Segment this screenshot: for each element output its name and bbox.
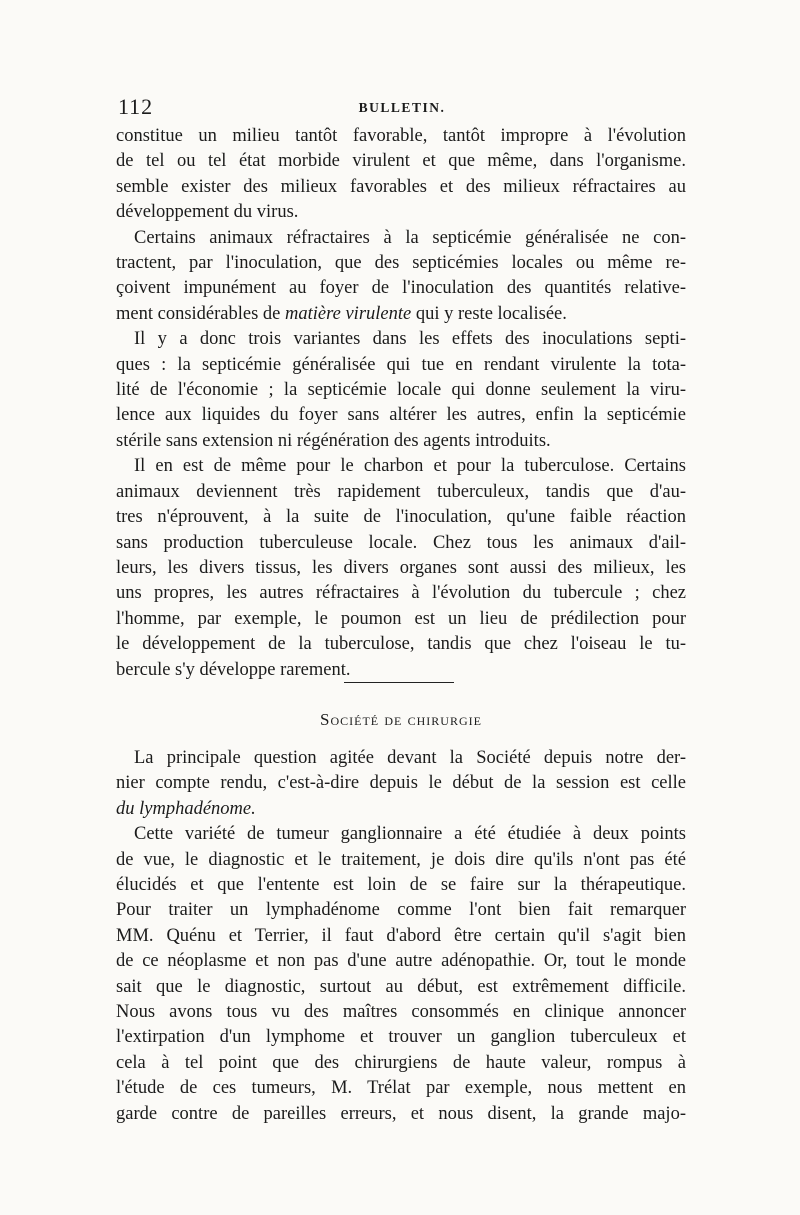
text-line: de ce néoplasme et non pas d'une autre adénopathie. Or, tout le monde: [116, 951, 686, 972]
text-line: Pour traiter un lymphadénome comme l'ont bien fait remarquer: [116, 900, 686, 921]
text-line: sans production tuberculeuse locale. Chez tous les animaux d'ail-: [116, 532, 686, 553]
paragraph: [116, 124, 686, 226]
section-divider: [344, 682, 454, 683]
text-line: leurs, les divers tissus, les divers organes sont aussi des milieux, les: [116, 557, 686, 578]
italic-term: matière virulente: [285, 303, 412, 324]
paragraph: [116, 327, 686, 454]
text-line: de tel ou tel état morbide virulent et que même, dans l'organisme.: [116, 151, 686, 172]
text-line: animaux deviennent très rapidement tuberculeux, tandis que d'au-: [116, 481, 686, 502]
text-line: semble exister des milieux favorables et des milieux réfractaires au: [116, 176, 686, 197]
article-body-bottom: [116, 746, 686, 1127]
paragraph: [116, 226, 686, 328]
text-line: ques : la septicémie généralisée qui tue en rendant virulente la tota-: [116, 354, 686, 375]
text-line: Certains animaux réfractaires à la septicémie généralisée ne con-: [134, 227, 686, 248]
paragraph: [116, 746, 686, 822]
text-line: cela à tel point que des chirurgiens de haute valeur, rompus à: [116, 1052, 686, 1073]
text-line: constitue un milieu tantôt favorable, tantôt impropre à l'évolution: [116, 126, 686, 146]
running-title: BULLETIN.: [358, 100, 446, 115]
paragraph: [116, 454, 686, 683]
text-line: uns propres, les autres réfractaires à l'évolution du tubercule ; chez: [116, 583, 686, 604]
text-line: [116, 797, 686, 822]
text-line: tractent, par l'inoculation, que des septicémies locales ou même re-: [116, 253, 686, 274]
text-line: stérile sans extension ni régénération des agents introduits.: [116, 430, 551, 451]
text-line: de vue, le diagnostic et le traitement, je dois dire qu'ils n'ont pas été: [116, 849, 686, 870]
text-line: lence aux liquides du foyer sans altérer les autres, enfin la septicémie: [116, 405, 686, 426]
text-line: Cette variété de tumeur ganglionnaire a été étudiée à deux points: [134, 824, 686, 845]
article-body-top: [116, 124, 686, 683]
text-line: Nous avons tous vu des maîtres consommés en clinique annoncer: [116, 1002, 686, 1023]
text-line: çoivent impunément au foyer de l'inoculation des quantités relative-: [116, 278, 686, 299]
section-title: Société de chirurgie: [320, 710, 482, 729]
text-line: [116, 302, 686, 327]
text-line: Il y a donc trois variantes dans les effets des inoculations septi-: [134, 329, 686, 350]
text-line: élucidés et que l'entente est loin de se faire sur la thérapeutique.: [116, 875, 686, 896]
text-line: garde contre de pareilles erreurs, et nous disent, la grande majo-: [116, 1103, 686, 1124]
text-line: lité de l'économie ; la septicémie locale qui donne seulement la viru-: [116, 380, 686, 401]
text-line: développement du virus.: [116, 202, 299, 223]
text-line: sait que le diagnostic, surtout au début, est extrêmement difficile.: [116, 976, 686, 997]
text-line: le développement de la tuberculose, tandis que chez l'oiseau le tu-: [116, 634, 686, 655]
text-line: MM. Quénu et Terrier, il faut d'abord être certain qu'il s'agit bien: [116, 925, 686, 946]
text-line: l'extirpation d'un lymphome et trouver un ganglion tuberculeux et: [116, 1027, 686, 1048]
text-line: nier compte rendu, c'est-à-dire depuis le début de la session est celle: [116, 773, 686, 794]
text-line: bercule s'y développe rarement.: [116, 659, 351, 680]
text-line: l'homme, par exemple, le poumon est un lieu de prédilection pour: [116, 608, 686, 629]
text-fragment: ment considérables de: [116, 303, 286, 324]
text-line: l'étude de ces tumeurs, M. Trélat par exemple, nous mettent en: [116, 1078, 686, 1099]
paragraph: [116, 822, 686, 1127]
text-line: tres n'éprouvent, à la suite de l'inoculation, qu'une faible réaction: [116, 507, 686, 528]
text-line: La principale question agitée devant la Société depuis notre der-: [134, 748, 686, 768]
text-fragment: qui y reste localisée.: [411, 303, 567, 324]
page-number: 112: [118, 94, 154, 119]
italic-term: du lymphadénome.: [116, 798, 256, 819]
text-line: Il en est de même pour le charbon et pour la tuberculose. Certains: [134, 456, 686, 477]
running-head: [118, 94, 686, 120]
